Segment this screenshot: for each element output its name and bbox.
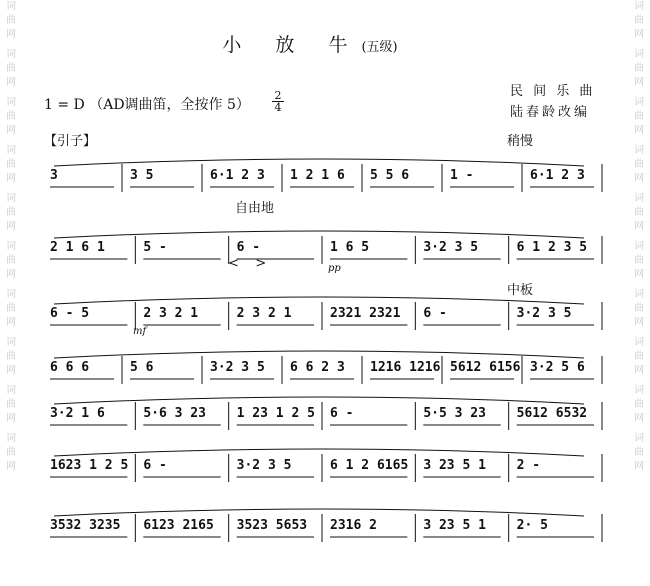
- watermark-text: 词曲网: [6, 433, 16, 472]
- phrase-slur: [54, 351, 584, 358]
- measure-notes: 2 3 2 1: [143, 306, 199, 321]
- watermark-text: 词曲网: [6, 385, 16, 424]
- watermark-text: 词曲网: [634, 49, 644, 88]
- watermark-text: 词曲网: [634, 385, 644, 424]
- time-denominator: 4: [274, 101, 282, 114]
- measure-notes: 6123 2165: [143, 518, 214, 533]
- measure-notes: 6 -: [423, 306, 447, 321]
- measure-notes: 3: [50, 168, 58, 183]
- measure-notes: 1 2 1 6: [290, 168, 345, 183]
- measure-notes: 2· 5: [516, 518, 548, 533]
- time-signature: [272, 90, 284, 113]
- phrase-slur: [54, 159, 584, 166]
- phrase-slur: [54, 449, 584, 456]
- phrase-slur: [54, 297, 584, 304]
- measure-notes: 5612 6156: [450, 360, 521, 375]
- score-line-7: [44, 508, 604, 552]
- measure-notes: 3·2 1 6: [50, 406, 105, 421]
- score-line-3: [44, 296, 604, 340]
- score-line-4: [44, 350, 604, 394]
- measure-notes: 2316 2: [330, 518, 377, 533]
- watermark-text: 词曲网: [6, 97, 16, 136]
- credit-arranger: 陆春龄改编: [510, 105, 591, 120]
- watermark-text: 词曲网: [634, 241, 644, 280]
- watermark-text: 词曲网: [634, 145, 644, 184]
- measure-notes: 3 23 5 1: [423, 518, 486, 533]
- watermark-text: 词曲网: [6, 1, 16, 40]
- time-numerator: 2: [272, 90, 284, 102]
- watermark-text: 词曲网: [6, 289, 16, 328]
- score-line-1: [44, 158, 604, 202]
- title-text: 小 放 牛: [222, 34, 362, 56]
- measure-notes: 3 23 5 1: [423, 458, 486, 473]
- measure-notes: 6 - 5: [50, 306, 90, 321]
- measure-notes: 3·2 3 5: [423, 240, 479, 255]
- phrase-slur: [54, 231, 584, 238]
- watermark-text: 词曲网: [6, 193, 16, 232]
- measure-notes: 6·1 2 3: [530, 168, 585, 183]
- watermark-text: 词曲网: [634, 193, 644, 232]
- watermark-text: 词曲网: [6, 241, 16, 280]
- measure-notes: 5612 6532: [516, 406, 588, 421]
- measure-notes: 6 -: [236, 240, 261, 255]
- dynamic-mf: mf: [133, 326, 147, 337]
- measure-notes: 1 -: [450, 168, 474, 183]
- measure-notes: 2321 2321: [330, 306, 401, 321]
- watermark-text: 词曲网: [634, 1, 644, 40]
- measure-notes: 3523 5653: [236, 518, 308, 533]
- measure-notes: 6·1 2 3: [210, 168, 265, 183]
- phrase-slur: [54, 397, 584, 404]
- measure-notes: 6 6 6: [50, 360, 90, 375]
- score-line-2: [44, 230, 604, 274]
- watermark-text: 词曲网: [634, 433, 644, 472]
- watermark-text: 词曲网: [6, 49, 16, 88]
- tempo-free: 自由地: [235, 201, 275, 216]
- dynamic-pp: pp: [328, 263, 341, 274]
- measure-notes: 3532 3235: [50, 518, 121, 533]
- measure-notes: 2 1 6 1: [50, 240, 105, 255]
- measure-notes: 1 6 5: [330, 240, 370, 255]
- measure-notes: 6 -: [330, 406, 354, 421]
- tempo-moderate: 中板: [507, 283, 534, 298]
- watermark-left: [4, 0, 18, 480]
- measure-notes: 3·2 5 6: [530, 360, 585, 375]
- title-grade: (五级): [361, 40, 398, 55]
- score-title: [0, 30, 620, 57]
- key-signature: 1 = D （AD调曲笛，全按作 5）: [44, 97, 250, 113]
- measure-notes: 3·2 3 5: [516, 306, 572, 321]
- measure-notes: 5·6 3 23: [143, 406, 206, 421]
- crescendo-mark: < >: [228, 256, 267, 271]
- watermark-text: 词曲网: [634, 337, 644, 376]
- measure-notes: 6 1 2 6165: [330, 458, 409, 473]
- watermark-text: 词曲网: [634, 97, 644, 136]
- measure-notes: 1623 1 2 5: [50, 458, 129, 473]
- measure-notes: 5 5 6: [370, 168, 410, 183]
- measure-notes: 6 6 2 3: [290, 360, 345, 375]
- measure-notes: 2 -: [516, 458, 541, 473]
- measure-notes: 1 23 1 2 5: [236, 406, 315, 421]
- measure-notes: 3·2 3 5: [236, 458, 292, 473]
- watermark-text: 词曲网: [6, 337, 16, 376]
- credit-composer: 民 间 乐 曲: [510, 84, 596, 99]
- tempo-slower: 稍慢: [507, 134, 534, 149]
- phrase-slur: [54, 509, 584, 516]
- measure-notes: 3·2 3 5: [210, 360, 265, 375]
- measure-notes: 5 6: [130, 360, 154, 375]
- measure-notes: 2 3 2 1: [236, 306, 292, 321]
- measure-notes: 3 5: [130, 168, 154, 183]
- measure-notes: 5·5 3 23: [423, 406, 486, 421]
- watermark-text: 词曲网: [6, 145, 16, 184]
- measure-notes: 6 1 2 3 5: [516, 240, 588, 255]
- measure-notes: 5 -: [143, 240, 167, 255]
- measure-notes: 1216 1216: [370, 360, 441, 375]
- score-line-5: [44, 396, 604, 440]
- watermark-text: 词曲网: [634, 289, 644, 328]
- score-line-6: [44, 448, 604, 492]
- watermark-right: [632, 0, 646, 480]
- section-intro: 【引子】: [44, 134, 97, 149]
- measure-notes: 6 -: [143, 458, 167, 473]
